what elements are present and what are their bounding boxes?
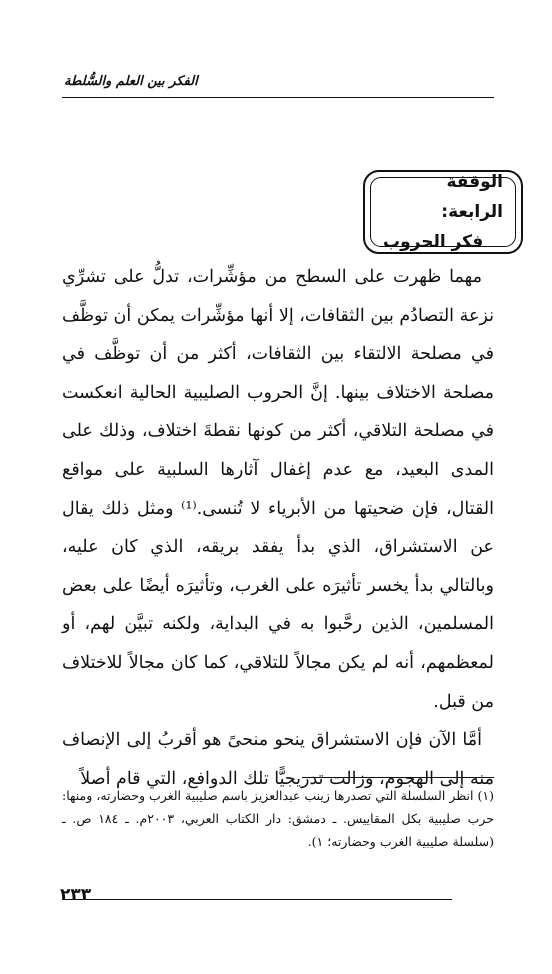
section-heading-line1: الوقفة الرابعة: [441, 172, 503, 222]
footnote-rule [302, 777, 494, 778]
body-paragraph-1: مهما ظهرت على السطح من مؤشِّرات، تدلُّ على تشرِّي نزعة التصادُم بين الثقافات، إلا أنها مؤشِّرات يمكن أن توظَّف في مصلحة الالتقاء بين الثقافات، أكثر من أن توظَّف في مصلحة الاختلاف بينها. إنَّ الحروب الصليبية الحالية انعكست في مصلحة التلاقي، أكثر من كونها نقطةَ اختلاف، وذلك على المدى البعيد، مع عدم إغفال آثارها السلبية على مواقع القتال، فإن ضحيتها من الأبرياء لا تُنسى.⁽¹⁾ ومثل ذلك يقال عن الاستشراق، الذي بدأ يفقد بريقه، الذي كان عليه، وبالتالي بدأ يخسر تأثيرَه على الغرب، وتأثيرَه أيضًا على بعض المسلمين، الذين رحَّبوا به في البداية، ولكنه تبيَّن لهم، أو لمعظمهم، أنه لم يكن مجالاً للتلاقي، كما كان مجالاً للاختلاف من قبل. [62, 267, 494, 712]
footer-rule [62, 899, 452, 900]
footnote: (١) انظر السلسلة التي تصدرها زينب عبدالعزيز باسم صليبية الغرب وحضارته، ومنها: حرب صليبية بكل المقاييس. ـ دمشق: دار الكتاب العربي، ٢٠٠٣م. ـ ١٨٤ ص. ـ (سلسلة صليبية الغرب وحضارته؛ ١). [62, 788, 494, 849]
section-heading-line2: فكر الحروب [383, 232, 484, 252]
section-heading-box [363, 170, 523, 254]
header-rule [62, 97, 494, 98]
page-number: ٢٣٣ [60, 885, 92, 905]
section-heading-inner [370, 172, 516, 252]
body-text [62, 258, 494, 798]
body-paragraph-2: أمَّا الآن فإن الاستشراق ينحو منحىً هو أقربُ إلى الإنصاف منه إلى الهجوم، وزالت تدريجيًّا تلك الدوافع، التي قام أصلاً [62, 730, 494, 789]
running-head-title: الفكر بين العلم والسُّلطة [64, 74, 198, 89]
